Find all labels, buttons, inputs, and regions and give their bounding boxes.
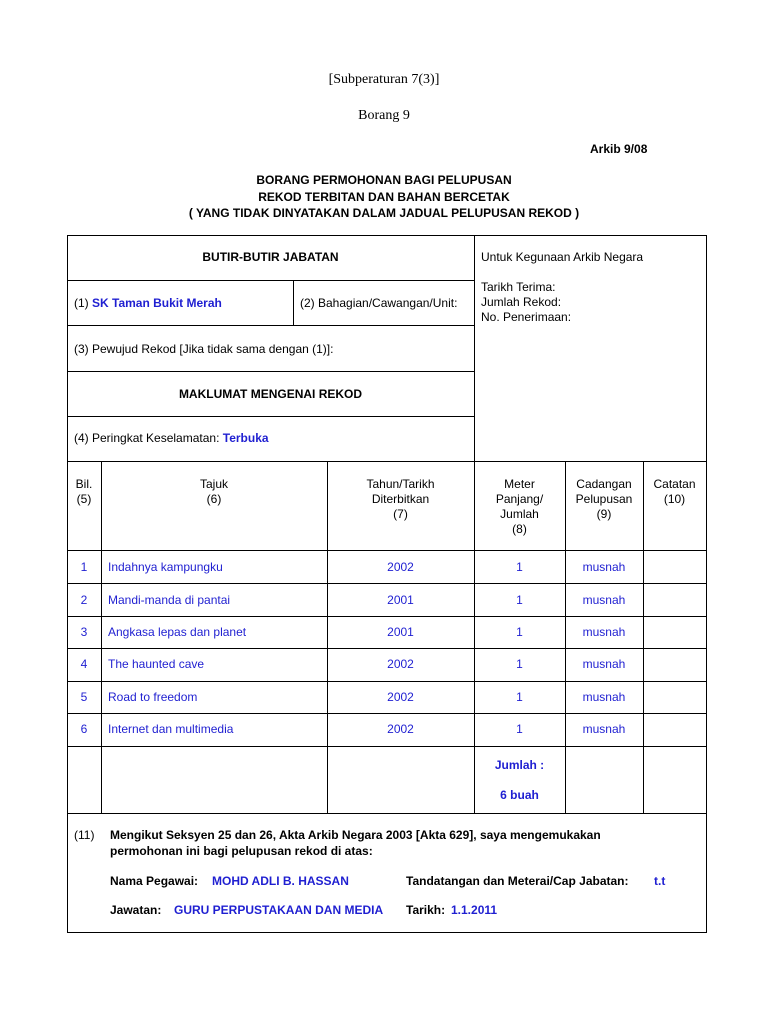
security-level-label: (4) Peringkat Keselamatan: <box>74 431 220 445</box>
dept-unit-label: (2) Bahagian/Cawangan/Unit: <box>300 296 458 310</box>
col-header-no: Bil. (5) <box>75 477 93 506</box>
date-value: 1.1.2011 <box>451 903 498 917</box>
position-value: GURU PERPUSTAKAAN DAN MEDIA <box>174 903 384 917</box>
dept-item1-label: (1) <box>74 296 89 310</box>
declaration-text-line1: Mengikut Seksyen 25 dan 26, Akta Arkib Negara 2003 [Akta 629], saya mengemukakan <box>110 828 601 842</box>
form-title-line2: REKOD TERBITAN DAN BAHAN BERCETAK <box>258 190 510 204</box>
dept-name: SK Taman Bukit Merah <box>92 296 222 310</box>
dept-item1 <box>74 296 222 310</box>
row-title: The haunted cave <box>108 657 205 671</box>
security-level-value: Terbuka <box>222 431 269 445</box>
date-label: Tarikh: <box>406 903 446 917</box>
row-title: Mandi-manda di pantai <box>108 593 231 607</box>
archive-use-heading: Untuk Kegunaan Arkib Negara <box>481 250 644 264</box>
row-year: 2002 <box>387 722 414 736</box>
total-value: 6 buah <box>500 788 539 802</box>
col-header-year: Tahun/Tarikh Diterbitkan (7) <box>366 477 435 521</box>
row-number: 3 <box>80 625 88 639</box>
record-count-label: Jumlah Rekod: <box>481 295 562 309</box>
row-disposal: musnah <box>582 722 626 736</box>
row-disposal: musnah <box>582 593 626 607</box>
row-quantity: 1 <box>516 560 523 574</box>
form-title-line3: ( YANG TIDAK DINYATAKAN DALAM JADUAL PELUPUSAN REKOD ) <box>188 206 580 220</box>
row-year: 2002 <box>387 560 414 574</box>
signature-value: t.t <box>654 874 666 888</box>
row-year: 2002 <box>387 657 414 671</box>
regulation-ref: [Subperaturan 7(3)] <box>328 72 440 87</box>
col-header-disposal: Cadangan Pelupusan (9) <box>575 477 633 521</box>
declaration-number: (11) <box>74 828 95 842</box>
col-header-quantity: Meter Panjang/ Jumlah (8) <box>495 477 544 536</box>
row-disposal: musnah <box>582 625 626 639</box>
signature-label: Tandatangan dan Meterai/Cap Jabatan: <box>406 874 629 888</box>
row-quantity: 1 <box>516 657 523 671</box>
row-title: Indahnya kampungku <box>108 560 223 574</box>
security-level <box>74 431 269 445</box>
row-year: 2002 <box>387 690 414 704</box>
row-number: 5 <box>80 690 88 704</box>
officer-name: MOHD ADLI B. HASSAN <box>212 874 349 888</box>
officer-label: Nama Pegawai: <box>110 874 199 888</box>
row-quantity: 1 <box>516 690 523 704</box>
row-quantity: 1 <box>516 722 523 736</box>
row-number: 4 <box>80 657 88 671</box>
row-disposal: musnah <box>582 657 626 671</box>
row-title: Road to freedom <box>108 690 198 704</box>
row-title: Internet dan multimedia <box>108 722 234 736</box>
form-number: Borang 9 <box>358 108 410 123</box>
row-disposal: musnah <box>582 690 626 704</box>
row-disposal: musnah <box>582 560 626 574</box>
archive-ref: Arkib 9/08 <box>590 142 648 156</box>
row-number: 1 <box>80 560 88 574</box>
row-quantity: 1 <box>516 625 523 639</box>
row-number: 6 <box>80 722 88 736</box>
row-number: 2 <box>80 593 88 607</box>
col-header-notes: Catatan (10) <box>653 477 696 506</box>
col-header-title: Tajuk (6) <box>199 477 228 506</box>
row-year: 2001 <box>387 625 414 639</box>
form-title-line1: BORANG PERMOHONAN BAGI PELUPUSAN <box>256 173 512 187</box>
row-title: Angkasa lepas dan planet <box>108 625 247 639</box>
row-year: 2001 <box>387 593 414 607</box>
received-date-label: Tarikh Terima: <box>481 280 556 294</box>
total-label: Jumlah : <box>494 758 545 772</box>
record-info-heading: MAKLUMAT MENGENAI REKOD <box>178 387 363 401</box>
archive-use-fields <box>481 280 571 325</box>
position-label: Jawatan: <box>110 903 162 917</box>
record-creator-label: (3) Pewujud Rekod [Jika tidak sama dengan (1)]: <box>74 342 334 356</box>
row-quantity: 1 <box>516 593 523 607</box>
dept-heading: BUTIR-BUTIR JABATAN <box>202 250 339 264</box>
declaration-text-line2: permohonan ini bagi pelupusan rekod di atas: <box>110 844 373 858</box>
receipt-number-label: No. Penerimaan: <box>481 310 572 324</box>
